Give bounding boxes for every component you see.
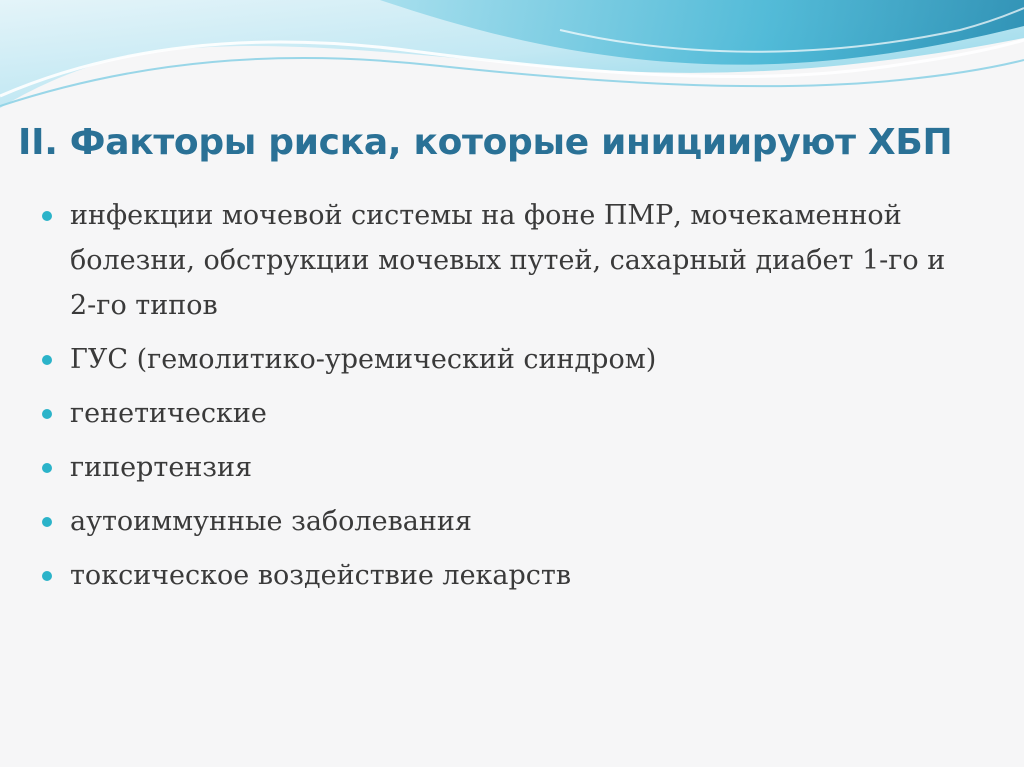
bullet-marker-icon xyxy=(42,409,52,419)
bullet-text: токсическое воздействие лекарств xyxy=(70,560,572,591)
bullet-item xyxy=(40,445,980,490)
bullet-item xyxy=(40,553,980,598)
bullet-item xyxy=(40,337,980,382)
bullet-item xyxy=(40,391,980,436)
bullet-marker-icon xyxy=(42,463,52,473)
bullet-marker-icon xyxy=(42,517,52,527)
bullet-item xyxy=(40,499,980,544)
bullet-text: ГУС (гемолитико-уремический синдром) xyxy=(70,344,657,375)
bullet-marker-icon xyxy=(42,571,52,581)
bullet-marker-icon xyxy=(42,355,52,365)
wave-header-decoration xyxy=(0,0,1024,120)
bullet-text: гипертензия xyxy=(70,452,253,483)
slide-title: II. Факторы риска, которые инициируют ХБП xyxy=(18,122,953,163)
bullet-marker-icon xyxy=(42,211,52,221)
bullet-item xyxy=(40,193,980,328)
bullet-list xyxy=(40,193,980,607)
bullet-text: инфекции мочевой системы на фоне ПМР, мочекаменной болезни, обструкции мочевых путей, сахарный диабет 1-го и 2-го типов xyxy=(70,200,946,321)
bullet-text: генетические xyxy=(70,398,267,429)
bullet-text: аутоиммунные заболевания xyxy=(70,506,472,537)
